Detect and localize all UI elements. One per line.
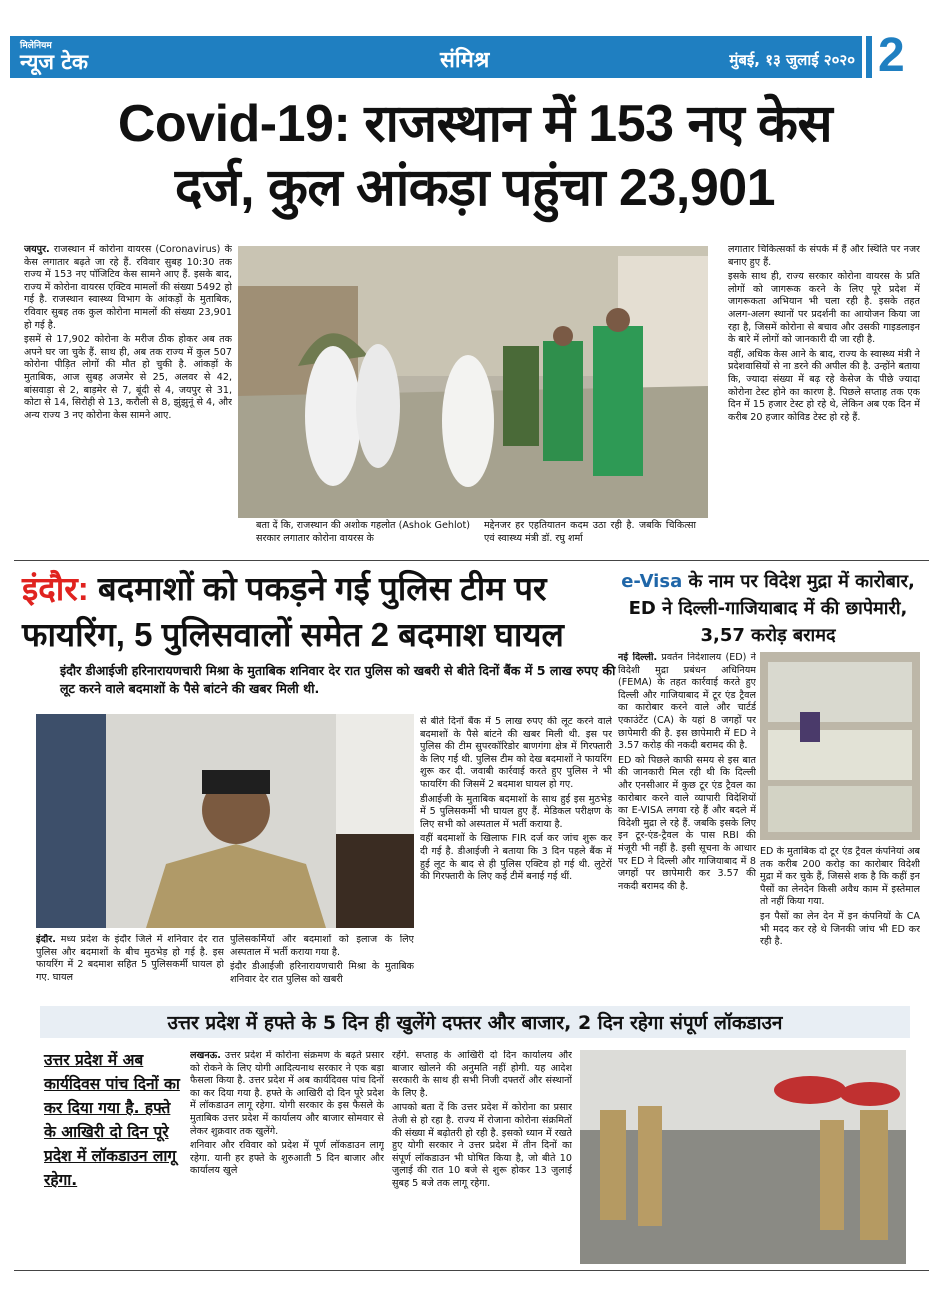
- story1-col3-para3: वहीं, अधिक केस आने के बाद, राज्य के स्वास्थ्य मंत्री ने प्रदेशवासियों से ना डरने की अपील की है. उन्होंने बताया कि, ज्यादा संख्या में बढ़ रहे केसेज के पीछे ज्यादा कोरोना टेस्ट होने का कारण है. पिछले सप्ताह तक एक दिन में 15 हजार टेस्ट हो रहे थे, लेकिन अब एक दिन में करीब 20 हजार कोविड टेस्ट हो रहे हैं.: [728, 348, 920, 423]
- story4-headline: उत्तर प्रदेश में हफ्ते के 5 दिन ही खुलेंगे दफ्तर और बाजार, 2 दिन रहेगा संपूर्ण लॉकडाउन: [167, 1012, 783, 1034]
- page-number: 2: [878, 29, 905, 82]
- story3-headline-text: के नाम पर विदेश मुद्रा में कारोबार, ED ने दिल्ली-गाजियाबाद में की छापेमारी, 3,57 करोड़ बरामद: [628, 571, 915, 646]
- story2-headline: [22, 566, 622, 658]
- story1-headline-line2: दर्ज, कुल आंकड़ा पहुंचा 23,901: [174, 159, 776, 217]
- story3-photo: [760, 652, 920, 840]
- story1-column3: [728, 244, 920, 556]
- story1-col1-para1: राजस्थान में कोरोना वायरस (Coronavirus) के केस लगातार बढ़ते जा रहे हैं. रविवार सुबह 10:30 तक राज्य में 153 नए पॉजिटिव केस सामने आए हैं. इसके बाद, राज्य में कोरोना वायरस एक्टिव मामलों की संख्या 5492 हो गई है. राजस्थान स्वास्थ्य विभाग के आंकड़ों के मुताबिक, रविवार सुबह तक कुल कोरोना मामलों की संख्या 23,901 हो गई है.: [24, 244, 232, 331]
- story4-photo: [580, 1050, 906, 1264]
- story1-headline: [30, 92, 920, 220]
- story1-col3-para2: इसके साथ ही, राज्य सरकार कोरोना वायरस के प्रति लोगों को जागरूक करने के लिए पूरे प्रदेश में जागरूकता अभियान भी चला रही है. इसके तहत अलग-अलग स्थानों पर प्रदर्शनी का आयोजन किया जा रहा है, जिसमें कोरोना से बचाव और उसकी गाइडलाइन के बारे में लोगों को जानकारी दी जा रही है.: [728, 271, 920, 346]
- story1-column1: [24, 244, 232, 556]
- story4-col2-para1: रहेंगे. सप्ताह के आखिरी दो दिन कार्यालय और बाजार खोलने की अनुमति नहीं होगी. यह आदेश सरकारी के साथ ही सभी निजी दफ्तरों और संस्थानों के लिए है.: [392, 1050, 572, 1099]
- story2-right-para1: से बीते दिनों बैंक में 5 लाख रुपए की लूट करने वाले बदमाशों के पैसे बांटने की खबर मिली थी. इस पर पुलिस की टीम सुपरकॉरिडोर बाणगंगा क्षेत्र में गिरफ्तारी के लिए गई थी. पुलिस टीम को देख बदमाशों ने फायरिंग शुरू कर दी. जवाबी कार्रवाई करते हुए पुलिस ने भी फायरिंग की जिसमें 2 बदमाश घायल हो गए.: [420, 716, 612, 790]
- page-number-divider: [866, 36, 872, 78]
- story2-dateline: इंदौर.: [36, 934, 56, 945]
- story3-column-left: [618, 652, 756, 1000]
- story4-col1-para1: उत्तर प्रदेश में कोरोना संक्रमण के बढ़ते प्रसार को रोकने के लिए योगी आदित्यनाथ सरकार ने एक बड़ा फैसला किया है. उत्तर प्रदेश में अब कार्यदिवस पांच दिनों का कर दिया गया है. हफ्ते के आखिरी दो दिन पूरे प्रदेश में लॉकडाउन लागू रहेगा. योगी सरकार के इस फैसले के मुताबिक उत्तर प्रदेश में कार्यालय और बाजार सोमवार से लेकर शुक्रवार तक खुलेंगे.: [190, 1050, 384, 1137]
- story1-photo-caption-right: मद्देनजर हर एहतियातन कदम उठा रही है. जबकि चिकित्सा एवं स्वास्थ्य मंत्री डॉ. रघु शर्मा: [484, 520, 696, 544]
- story3-para3: ED के मुताबिक दो टूर एंड ट्रैवल कंपनियां अब तक करीब 200 करोड़ का कारोबार विदेशी मुद्रा में कर चुके हैं, जिससे शक है कि कहीं इन पैसों का लेनदेन किसी अवैध काम में इस्तेमाल तो नहीं किया गया.: [760, 846, 920, 908]
- story3-column-right: [760, 846, 920, 1000]
- section-divider-1: [14, 560, 929, 561]
- brand-name: न्यूज टेक: [20, 50, 88, 74]
- story1-dateline: जयपुर.: [24, 244, 50, 255]
- story4-pull-quote: उत्तर प्रदेश में अब कार्यदिवस पांच दिनों का कर दिया गया है. हफ्ते के आखिरी दो दिन पूरे प्रदेश में लॉकडाउन लागू रहेगा.: [44, 1051, 180, 1189]
- story1-photo: [238, 246, 708, 518]
- brand-small-label: मिलेनियम: [20, 41, 52, 51]
- story2-headline-location: इंदौर:: [22, 570, 89, 607]
- story3-para1: प्रवर्तन निदेशालय (ED) ने विदेशी मुद्रा प्रबंधन अधिनियम (FEMA) के तहत कार्रवाई करते हुए दिल्ली और गाजियाबाद में टूर एंड ट्रैवल का कारोबार करने वाले और चार्टर्ड एकाउंटेंट (CA) के यहां 8 जगहों पर छापेमारी की है. इस छापेमारी में ED ने 3.57 करोड़ की नकदी बरामद की है.: [618, 652, 756, 752]
- section-title: संमिश्र: [440, 48, 490, 73]
- story4-dateline: लखनऊ.: [190, 1050, 221, 1061]
- story2-column-left: [36, 934, 224, 998]
- story4-col1-para2: शनिवार और रविवार को प्रदेश में पूर्ण लॉकडाउन लागू रहेगा. यानी हर हफ्ते के शुरुआती 5 दिन बाजार और कार्यालय खुले: [190, 1140, 384, 1177]
- story3-headline-highlight: e-Visa: [621, 571, 683, 592]
- page-bottom-rule: [14, 1270, 929, 1271]
- story2-column-right: [420, 716, 612, 958]
- story2-mid-para2: इंदौर डीआईजी हरिनारायणचारी मिश्रा के मुताबिक शनिवार देर रात पुलिस को खबरी: [230, 961, 414, 985]
- story2-headline-text: बदमाशों को पकड़ने गई पुलिस टीम पर फायरिंग, 5 पुलिसवालों समेत 2 बदमाश घायल: [22, 570, 564, 653]
- story2-right-para3: वहीं बदमाशों के खिलाफ FIR दर्ज कर जांच शुरू कर दी गई है. डीआईजी ने बताया कि 3 दिन पहले बैंक में हुई लूट के बाद से ही पुलिस एक्टिव हो गई थी. लुटेरों की गिरफ्तारी के लिए कई टीमें बनाई गई थीं.: [420, 833, 612, 883]
- story3-para2: ED को पिछले काफी समय से इस बात की जानकारी मिल रही थी कि दिल्ली और एनसीआर में कुछ टूर एंड ट्रैवल का कारोबार करने वाले व्यापारी विदेशियों का E-VISA लगवा रहे हैं और बदले में विदेशी मुद्रा ले रहे हैं. जबकि इसके लिए इन टूर-एंड-ट्रैवल के पास RBI की मंजूरी भी नहीं है. इसी सूचना के आधार पर ED ने दिल्ली और गाजियाबाद में 8 जगहों पर छापेमारी कर 3.57 की नकदी बरामद की है.: [618, 754, 756, 892]
- story1-col1-para2: इसमें से 17,902 कोरोना के मरीज ठीक होकर अब तक अपने घर जा चुके हैं. साथ ही, अब तक राज्य में कुल 507 कोरोना पीड़ित लोगों की मौत हो चुकी है. आंकड़ों के मुताबिक, आज सुबह अजमेर से 25, अलवर से 42, बांसवाड़ा से 2, बाड़मेर से 7, बूंदी से 4, जयपुर से 31, कोटा से 14, सिरोही से 13, करौली से 8, झुंझुनूं से 4, और अन्य राज्य 3 नए कोरोना केस सामने आए.: [24, 334, 232, 421]
- story3-headline: [618, 568, 918, 649]
- story2-photo: [36, 714, 414, 928]
- story1-headline-line1: Covid-19: राजस्थान में 153 नए केस: [117, 95, 833, 153]
- story2-mid-para1: पुलिसकर्मियों और बदमाशों को इलाज के लिए अस्पताल में भर्ती कराया गया है.: [230, 934, 414, 958]
- story4-col2-para2: आपको बता दें कि उत्तर प्रदेश में कोरोना का प्रसार तेजी से हो रहा है. राज्य में रोजाना कोरोना संक्रमितों की संख्या में बढ़ोतरी हो रही है. इसको ध्यान में रखते हुए योगी सरकार ने उत्तर प्रदेश में तीन दिनों का संपूर्ण लॉकडाउन भी घोषित किया है, जो बीते 10 जुलाई की रात 10 बजे से शुरू होकर 13 जुलाई सुबह 5 बजे तक लागू रहेगा.: [392, 1102, 572, 1189]
- story3-para4: इन पैसों का लेन देन में इन कंपनियों के CA भी मदद कर रहे थे जिनकी जांच भी ED कर रही है.: [760, 910, 920, 948]
- story2-left-para: मध्य प्रदेश के इंदौर जिले में शनिवार देर रात पुलिस और बदमाशों के बीच मुठभेड़ हो गई है. इस फायरिंग में 2 बदमाश सहित 5 पुलिसकर्मी घायल हो गए. घायल: [36, 934, 224, 983]
- story2-right-para2: डीआईजी के मुताबिक बदमाशों के साथ हुई इस मुठभेड़ में 5 पुलिसकर्मी भी घायल हुए हैं. मेडिकल परीक्षण के लिए सभी को अस्पताल में भर्ती कराया है.: [420, 793, 612, 830]
- story4-column2: [392, 1050, 572, 1264]
- story4-column1: [190, 1050, 384, 1264]
- issue-date: मुंबई, १३ जुलाई २०२०: [729, 51, 855, 69]
- story2-subhead: इंदौर डीआईजी हरिनारायणचारी मिश्रा के मुताबिक शनिवार देर रात पुलिस को खबरी से बीते दिनों बैंक में 5 लाख रुपए की लूट करने वाले बदमाशों के पैसे बांटने की खबर मिली थी.: [60, 663, 616, 696]
- story2-column-mid: [230, 934, 414, 998]
- story3-dateline: नई दिल्ली.: [618, 652, 658, 663]
- story1-col3-para1: लगातार चिकित्सकों के संपर्क में हैं और स्थिति पर नजर बनाए हुए हैं.: [728, 244, 920, 268]
- story1-photo-caption-left: बता दें कि, राजस्थान की अशोक गहलोत (Ashok Gehlot) सरकार लगातार कोरोना वायरस के: [256, 520, 470, 544]
